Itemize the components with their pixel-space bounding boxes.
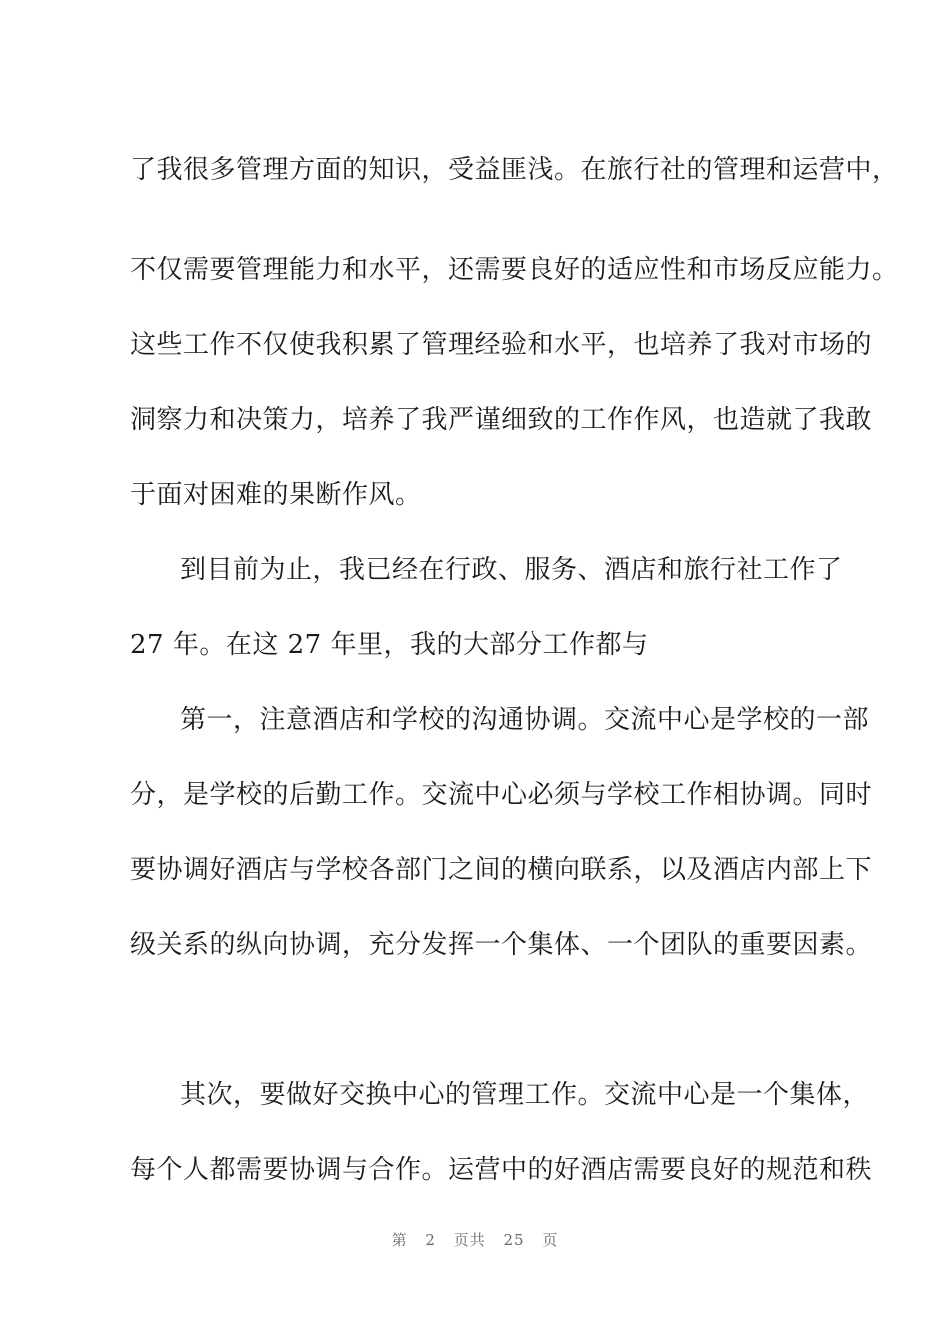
- text-line: 分，是学校的后勤工作。交流中心必须与学校工作相协调。同时: [130, 780, 873, 810]
- paragraph-first-line: 其次，要做好交换中心的管理工作。交流中心是一个集体，: [180, 1080, 870, 1110]
- footer-middle: 页共: [453, 1231, 486, 1249]
- text-line: 不仅需要管理能力和水平，还需要良好的适应性和市场反应能力。: [130, 255, 899, 285]
- footer-prefix: 第: [391, 1231, 408, 1249]
- text-line: 了我很多管理方面的知识，受益匪浅。在旅行社的管理和运营中，: [130, 155, 899, 185]
- text-line: 要协调好酒店与学校各部门之间的横向联系，以及酒店内部上下: [130, 855, 873, 885]
- paragraph-first-line: 第一，注意酒店和学校的沟通协调。交流中心是学校的一部: [180, 705, 870, 735]
- page-footer: [0, 1229, 950, 1250]
- footer-page-number: 2: [425, 1231, 436, 1249]
- text-line: 27 年。在这 27 年里，我的大部分工作都与: [130, 630, 649, 660]
- footer-total-pages: 25: [503, 1231, 525, 1249]
- text-line: 级关系的纵向协调，充分发挥一个集体、一个团队的重要因素。: [130, 930, 873, 960]
- text-line: 每个人都需要协调与合作。运营中的好酒店需要良好的规范和秩: [130, 1155, 873, 1185]
- text-line: 这些工作不仅使我积累了管理经验和水平，也培养了我对市场的: [130, 330, 873, 360]
- text-line: 洞察力和决策力，培养了我严谨细致的工作作风，也造就了我敢: [130, 405, 873, 435]
- paragraph-first-line: 到目前为止，我已经在行政、服务、酒店和旅行社工作了: [180, 555, 843, 585]
- footer-suffix: 页: [542, 1231, 559, 1249]
- text-line: 于面对困难的果断作风。: [130, 480, 422, 510]
